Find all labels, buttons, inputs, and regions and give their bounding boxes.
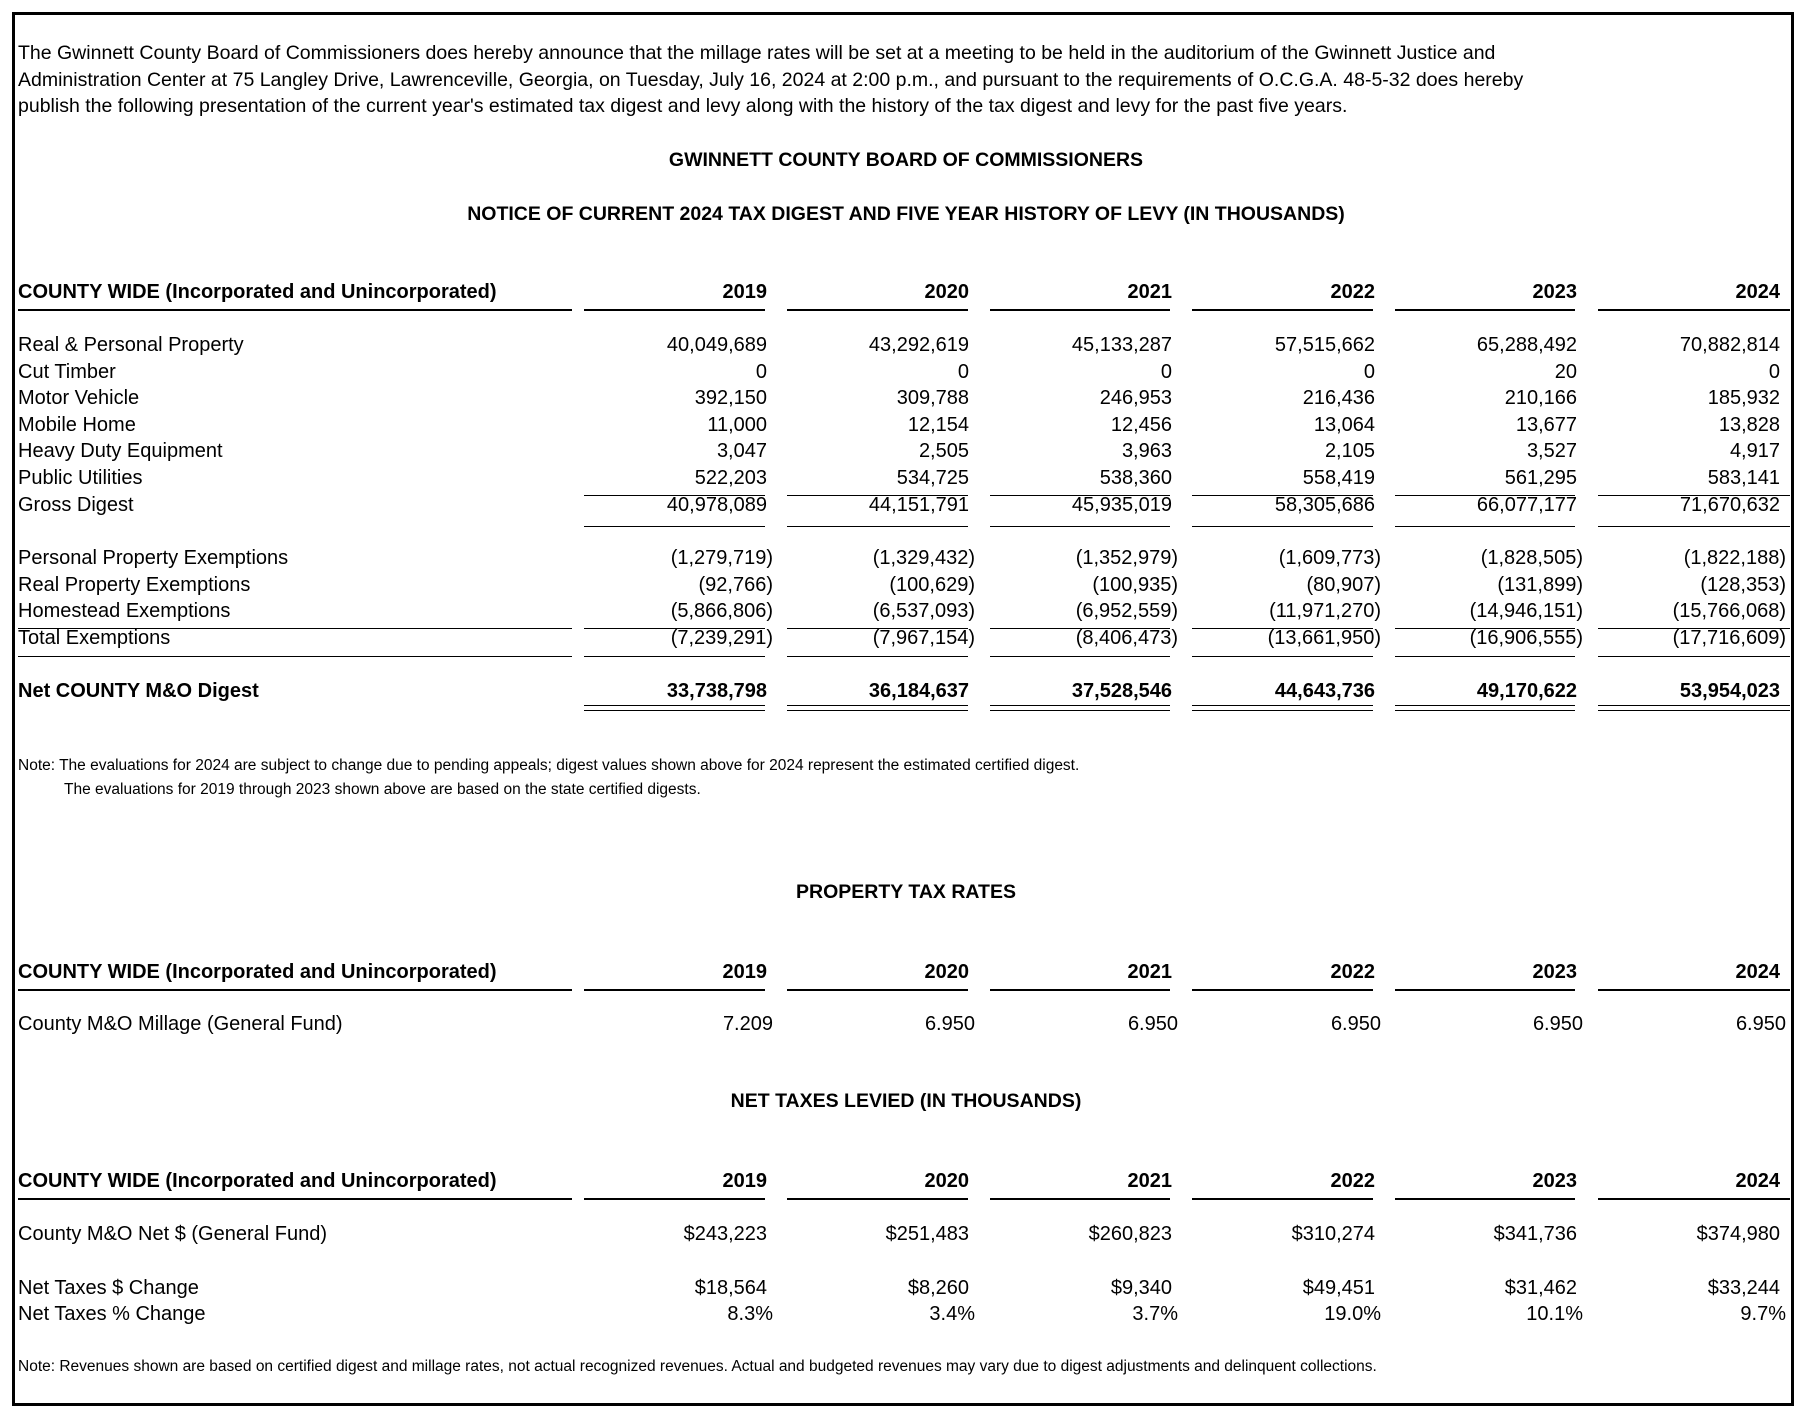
levy-header-rule <box>584 1198 765 1200</box>
levy-year-2019: 2019 <box>722 1170 767 1192</box>
pct-change-row-value: 8.3% <box>727 1303 773 1325</box>
exemption-row-label: Homestead Exemptions <box>18 600 231 623</box>
digest-year-2019: 2019 <box>722 281 767 303</box>
rates-header-rule <box>18 989 572 991</box>
digest-row-value: 534,725 <box>896 467 969 489</box>
exemption-row-value: (17,716,609) <box>1672 626 1786 649</box>
total-exemptions-bottom-rule <box>990 656 1170 657</box>
total-exemptions-bottom-rule <box>584 656 765 657</box>
levy-header-rule <box>787 1198 968 1200</box>
total-exemptions-bottom-rule <box>1395 656 1575 657</box>
digest-row-value: 44,151,791 <box>868 493 969 516</box>
change-row-value: $49,451 <box>1302 1277 1375 1299</box>
digest-year-2023: 2023 <box>1532 281 1577 303</box>
digest-row-label: Mobile Home <box>18 413 136 436</box>
digest-note-line1: Note: The evaluations for 2024 are subject to change due to pending appeals; digest values shown above for 2024 represent the estimated certified digest. <box>18 757 1080 774</box>
digest-row-value: 43,292,619 <box>868 334 969 356</box>
exemption-row-value: (1,329,432) <box>872 547 975 569</box>
digest-row-value: 70,882,814 <box>1679 334 1780 356</box>
digest-row-label: Heavy Duty Equipment <box>18 440 223 463</box>
pct-change-row-label: Net Taxes % Change <box>18 1303 206 1325</box>
intro-line: publish the following presentation of the current year's estimated tax digest and levy along with the history of the tax digest and levy for the past five years. <box>18 95 1348 117</box>
digest-row-value: 12,456 <box>1110 413 1172 436</box>
exemption-row-label: Total Exemptions <box>18 626 171 649</box>
exemption-row-label: Real Property Exemptions <box>18 573 251 596</box>
digest-row-value: 4,917 <box>1729 440 1780 463</box>
rates-header-rule <box>787 989 968 991</box>
digest-row-value: 13,064 <box>1313 413 1375 436</box>
exemption-row-value: (1,352,979) <box>1075 547 1178 569</box>
intro-line: Administration Center at 75 Langley Drive, Lawrenceville, Georgia, on Tuesday, July 16, 2024 at 2:00 p.m., and pursuant to the requirements of O.C.G.A. 48-5-32 does hereby <box>18 68 1524 91</box>
net-levy-row-value: $310,274 <box>1291 1223 1375 1245</box>
gross-digest-bottom-rule <box>990 526 1170 527</box>
digest-header-rule <box>584 309 765 311</box>
digest-row-value: 538,360 <box>1099 467 1172 489</box>
net-digest-double-rule <box>787 705 968 706</box>
digest-row-label: Cut Timber <box>18 360 116 383</box>
net-levy-row-value: $374,980 <box>1696 1223 1780 1245</box>
digest-row-value: 71,670,632 <box>1679 493 1780 516</box>
net-digest-row-value: 36,184,637 <box>868 680 969 702</box>
digest-row-value: 561,295 <box>1504 467 1577 489</box>
levy-year-2023: 2023 <box>1532 1170 1577 1192</box>
rates-header-rule <box>584 989 765 991</box>
digest-row-value: 2,105 <box>1324 440 1375 463</box>
millage-row-value: 6.950 <box>924 1013 975 1035</box>
digest-row-value: 3,527 <box>1526 440 1577 463</box>
gross-digest-bottom-rule <box>584 526 765 527</box>
net-levy-row-label: County M&O Net $ (General Fund) <box>18 1223 328 1245</box>
pct-change-row-value: 9.7% <box>1740 1303 1786 1325</box>
total-exemptions-bottom-rule <box>1192 656 1373 657</box>
net-digest-double-rule <box>584 705 765 706</box>
exemption-row-value: (14,946,151) <box>1469 600 1583 623</box>
rates-year-2020: 2020 <box>924 961 969 983</box>
millage-row-value: 6.950 <box>1735 1013 1786 1035</box>
pct-change-row-value: 10.1% <box>1526 1303 1583 1325</box>
net-digest-double-rule <box>584 710 765 711</box>
change-row-label: Net Taxes $ Change <box>18 1277 199 1299</box>
net-levy-row-value: $260,823 <box>1088 1223 1172 1245</box>
digest-row-value: 66,077,177 <box>1476 493 1577 516</box>
levy-year-2020: 2020 <box>924 1170 969 1192</box>
millage-row-value: 6.950 <box>1532 1013 1583 1035</box>
rates-header-rule <box>1598 989 1790 991</box>
exemption-row-value: (6,537,093) <box>872 600 975 623</box>
exemption-row-value: (7,967,154) <box>872 626 975 649</box>
net-levy-row-value: $251,483 <box>885 1223 969 1245</box>
intro-line: The Gwinnett County Board of Commissioners does hereby announce that the millage rates will be set at a meeting to be held in the auditorium of the Gwinnett Justice and <box>18 42 1496 64</box>
net-digest-row-value: 33,738,798 <box>666 680 767 702</box>
digest-row-value: 45,133,287 <box>1071 334 1172 356</box>
rates-header-rule <box>990 989 1170 991</box>
digest-row-label: Real & Personal Property <box>18 334 244 356</box>
rates-header-rule <box>1192 989 1373 991</box>
exemption-row-value: (1,279,719) <box>670 547 773 569</box>
digest-row-value: 309,788 <box>896 387 969 410</box>
net-digest-double-rule <box>1192 710 1373 711</box>
digest-row-value: 392,150 <box>694 387 767 410</box>
net-levy-row-value: $243,223 <box>683 1223 767 1245</box>
total-exemptions-bottom-rule <box>1598 656 1790 657</box>
digest-header-rule <box>18 309 572 311</box>
levy-year-2022: 2022 <box>1330 1170 1375 1192</box>
digest-row-value: 583,141 <box>1707 467 1780 489</box>
net-digest-double-rule <box>1598 710 1790 711</box>
levy-header-rule <box>1598 1198 1790 1200</box>
digest-header-label: COUNTY WIDE (Incorporated and Unincorporated) <box>18 281 497 303</box>
digest-row-value: 3,963 <box>1121 440 1172 463</box>
net-digest-row-value: 44,643,736 <box>1274 680 1375 702</box>
digest-year-2021: 2021 <box>1127 281 1172 303</box>
digest-row-value: 210,166 <box>1504 387 1577 410</box>
levy-header-rule <box>1192 1198 1373 1200</box>
digest-row-value: 57,515,662 <box>1274 334 1375 356</box>
digest-header-rule <box>990 309 1170 311</box>
gross-digest-bottom-rule <box>1192 526 1373 527</box>
net-digest-double-rule <box>1192 705 1373 706</box>
exemption-row-value: (128,353) <box>1700 573 1786 596</box>
exemption-row-value: (1,828,505) <box>1480 547 1583 569</box>
digest-row-value: 522,203 <box>694 467 767 489</box>
rates-header-rule <box>1395 989 1575 991</box>
exemption-row-value: (13,661,950) <box>1267 626 1381 649</box>
change-row-value: $18,564 <box>694 1277 767 1299</box>
exemption-row-value: (11,971,270) <box>1269 600 1381 623</box>
digest-row-value: 20 <box>1554 360 1577 383</box>
digest-row-value: 45,935,019 <box>1071 493 1172 516</box>
digest-header-rule <box>787 309 968 311</box>
document-subtitle: NOTICE OF CURRENT 2024 TAX DIGEST AND FIVE YEAR HISTORY OF LEVY (IN THOUSANDS) <box>467 203 1345 225</box>
net-digest-double-rule <box>1598 705 1790 706</box>
intro-paragraph <box>18 40 1778 120</box>
digest-row-value: 0 <box>957 360 969 383</box>
exemption-row-value: (5,866,806) <box>670 600 773 623</box>
change-row-value: $8,260 <box>907 1277 969 1299</box>
digest-row-value: 0 <box>755 360 767 383</box>
total-exemptions-bottom-rule <box>18 656 572 657</box>
net-digest-row-value: 49,170,622 <box>1476 680 1577 702</box>
total-exemptions-bottom-rule <box>787 656 968 657</box>
exemption-row-value: (1,609,773) <box>1278 547 1381 569</box>
digest-row-label: Motor Vehicle <box>18 387 140 410</box>
digest-row-value: 3,047 <box>716 440 767 463</box>
change-row-value: $31,462 <box>1504 1277 1577 1299</box>
pct-change-row-value: 3.7% <box>1132 1303 1178 1325</box>
gross-digest-bottom-rule <box>787 526 968 527</box>
exemption-row-value: (131,899) <box>1497 573 1583 596</box>
net-digest-double-rule <box>990 710 1170 711</box>
digest-row-value: 12,154 <box>907 413 969 436</box>
document-title: GWINNETT COUNTY BOARD OF COMMISSIONERS <box>668 149 1144 171</box>
rates-year-2021: 2021 <box>1127 961 1172 983</box>
net-digest-double-rule <box>1395 705 1575 706</box>
digest-row-label: Gross Digest <box>18 493 134 516</box>
levy-header-rule <box>1395 1198 1575 1200</box>
digest-header-rule <box>1192 309 1373 311</box>
digest-header-rule <box>1598 309 1790 311</box>
net-digest-row-value: 37,528,546 <box>1071 680 1172 702</box>
digest-row-value: 0 <box>1363 360 1375 383</box>
rates-year-2019: 2019 <box>722 961 767 983</box>
net-digest-double-rule <box>1395 710 1575 711</box>
digest-row-value: 0 <box>1768 360 1780 383</box>
rates-year-2023: 2023 <box>1532 961 1577 983</box>
digest-row-value: 0 <box>1160 360 1172 383</box>
exemption-row-value: (100,629) <box>889 573 975 596</box>
net-digest-row-label: Net COUNTY M&O Digest <box>18 680 259 702</box>
digest-year-2024: 2024 <box>1735 281 1780 303</box>
digest-row-value: 40,049,689 <box>666 334 767 356</box>
digest-year-2022: 2022 <box>1330 281 1375 303</box>
millage-row-value: 6.950 <box>1330 1013 1381 1035</box>
rates-year-2024: 2024 <box>1735 961 1780 983</box>
millage-row-value: 6.950 <box>1127 1013 1178 1035</box>
exemption-row-value: (92,766) <box>698 573 773 596</box>
levy-year-2024: 2024 <box>1735 1170 1780 1192</box>
change-row-value: $33,244 <box>1707 1277 1780 1299</box>
millage-row-label: County M&O Millage (General Fund) <box>18 1013 343 1035</box>
rates-year-2022: 2022 <box>1330 961 1375 983</box>
digest-row-value: 40,978,089 <box>666 493 767 516</box>
digest-row-value: 216,436 <box>1302 387 1375 410</box>
exemption-row-value: (1,822,188) <box>1683 547 1786 569</box>
digest-row-value: 2,505 <box>918 440 969 463</box>
pct-change-row-value: 19.0% <box>1324 1303 1381 1325</box>
rates-title: PROPERTY TAX RATES <box>796 881 1016 903</box>
exemption-row-value: (7,239,291) <box>670 626 773 649</box>
pct-change-row-value: 3.4% <box>929 1303 975 1325</box>
digest-row-label: Public Utilities <box>18 467 143 489</box>
levy-header-rule <box>18 1198 572 1200</box>
digest-note-line2: The evaluations for 2019 through 2023 shown above are based on the state certified digests. <box>64 781 701 798</box>
net-digest-double-rule <box>990 705 1170 706</box>
gross-digest-bottom-rule <box>1395 526 1575 527</box>
net-digest-double-rule <box>787 710 968 711</box>
digest-row-value: 65,288,492 <box>1476 334 1577 356</box>
digest-row-value: 185,932 <box>1707 387 1780 410</box>
digest-row-value: 11,000 <box>707 413 767 436</box>
exemption-row-value: (15,766,068) <box>1672 600 1786 623</box>
exemption-row-label: Personal Property Exemptions <box>18 547 289 569</box>
revenue-note: Note: Revenues shown are based on certified digest and millage rates, not actual recognized revenues. Actual and budgeted revenues may vary due to digest adjustments and delinquent collections. <box>18 1358 1377 1375</box>
gross-digest-bottom-rule <box>1598 526 1790 527</box>
exemption-row-value: (8,406,473) <box>1075 626 1178 649</box>
net-digest-row-value: 53,954,023 <box>1679 680 1780 702</box>
digest-row-value: 13,677 <box>1515 413 1577 436</box>
levy-title: NET TAXES LEVIED (IN THOUSANDS) <box>730 1090 1082 1112</box>
exemption-row-value: (6,952,559) <box>1075 600 1178 623</box>
change-row-value: $9,340 <box>1110 1277 1172 1299</box>
levy-header-label: COUNTY WIDE (Incorporated and Unincorporated) <box>18 1170 497 1192</box>
digest-row-value: 558,419 <box>1302 467 1375 489</box>
levy-year-2021: 2021 <box>1127 1170 1172 1192</box>
levy-header-rule <box>990 1198 1170 1200</box>
exemption-row-value: (80,907) <box>1306 573 1381 596</box>
digest-row-value: 58,305,686 <box>1274 493 1375 516</box>
exemption-row-value: (100,935) <box>1092 573 1178 596</box>
rates-header-label: COUNTY WIDE (Incorporated and Unincorporated) <box>18 961 497 983</box>
digest-row-value: 13,828 <box>1718 413 1780 436</box>
net-levy-row-value: $341,736 <box>1493 1223 1577 1245</box>
millage-row-value: 7.209 <box>722 1013 773 1035</box>
digest-row-value: 246,953 <box>1099 387 1172 410</box>
digest-year-2020: 2020 <box>924 281 969 303</box>
exemption-row-value: (16,906,555) <box>1469 626 1583 649</box>
digest-header-rule <box>1395 309 1575 311</box>
